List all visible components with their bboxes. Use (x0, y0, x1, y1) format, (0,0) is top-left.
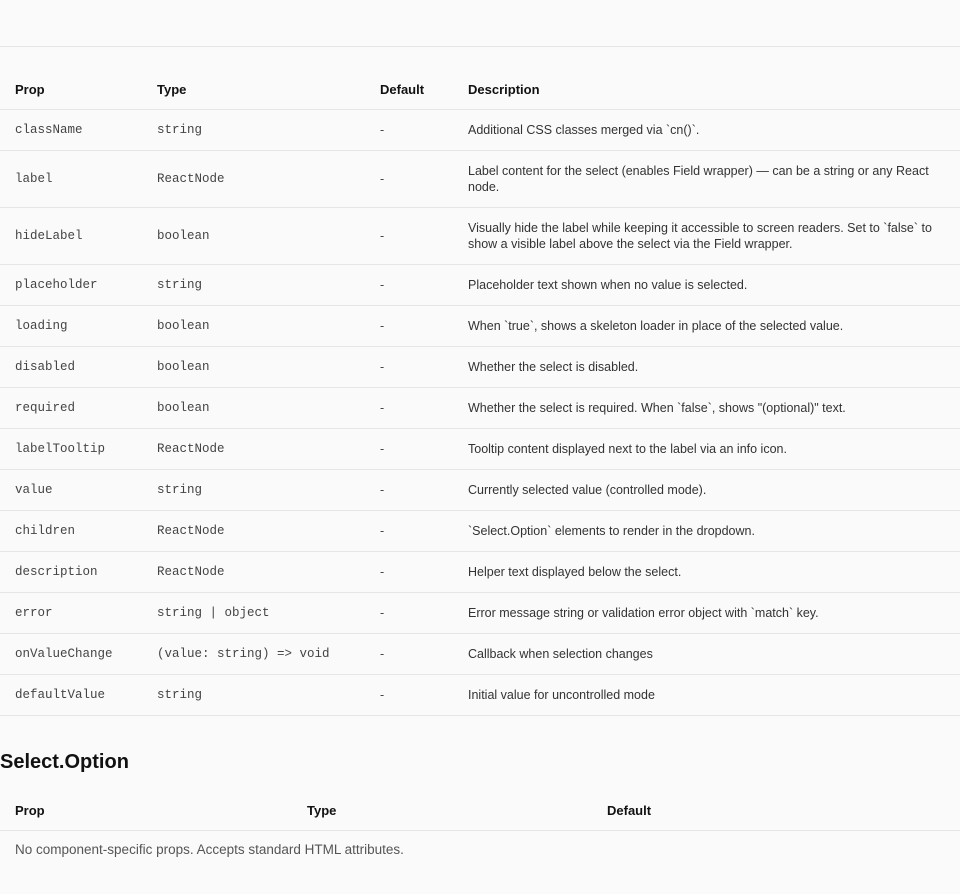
section-title-select-option: Select.Option (0, 751, 129, 773)
prop-description: Label content for the select (enables Field wrapper) — can be a string or any React node. (453, 151, 960, 208)
prop-name: onValueChange (0, 634, 142, 675)
table-row (0, 388, 960, 429)
table-row (0, 634, 960, 675)
prop-description: Visually hide the label while keeping it accessible to screen readers. Set to `false` to show a visible label above the select via the Field wrapper. (453, 208, 960, 265)
prop-description: Helper text displayed below the select. (453, 552, 960, 593)
prop-default: - (365, 429, 453, 470)
prop-name: label (0, 151, 142, 208)
prop-default: - (365, 110, 453, 151)
prop-type: ReactNode (142, 552, 365, 593)
header-default: Default (380, 81, 425, 97)
prop-default: - (365, 511, 453, 552)
prop-description: Error message string or validation error object with `match` key. (453, 593, 960, 634)
header-prop: Prop (15, 802, 45, 818)
top-bar (0, 0, 960, 47)
table-row (0, 208, 960, 265)
prop-name: required (0, 388, 142, 429)
prop-default: - (365, 265, 453, 306)
option-props-table (0, 790, 960, 869)
prop-name: placeholder (0, 265, 142, 306)
prop-default: - (365, 151, 453, 208)
table-row (0, 151, 960, 208)
prop-default: - (365, 347, 453, 388)
empty-message: No component-specific props. Accepts standard HTML attributes. (0, 831, 960, 870)
prop-type: ReactNode (142, 429, 365, 470)
prop-default: - (365, 208, 453, 265)
prop-type: string (142, 675, 365, 716)
prop-type: ReactNode (142, 511, 365, 552)
prop-type: boolean (142, 347, 365, 388)
prop-description: Whether the select is disabled. (453, 347, 960, 388)
header-type: Type (307, 802, 337, 818)
table-row (0, 265, 960, 306)
prop-name: disabled (0, 347, 142, 388)
prop-description: Callback when selection changes (453, 634, 960, 675)
prop-name: description (0, 552, 142, 593)
prop-type: boolean (142, 208, 365, 265)
prop-type: boolean (142, 388, 365, 429)
prop-description: `Select.Option` elements to render in the dropdown. (453, 511, 960, 552)
prop-default: - (365, 470, 453, 511)
prop-default: - (365, 634, 453, 675)
props-table (0, 69, 960, 716)
prop-name: className (0, 110, 142, 151)
prop-default: - (365, 675, 453, 716)
prop-default: - (365, 306, 453, 347)
prop-type: string | object (142, 593, 365, 634)
table-row (0, 552, 960, 593)
prop-type: string (142, 470, 365, 511)
prop-default: - (365, 593, 453, 634)
header-prop: Prop (15, 81, 45, 97)
prop-name: children (0, 511, 142, 552)
prop-description: Currently selected value (controlled mode). (453, 470, 960, 511)
prop-default: - (365, 552, 453, 593)
table-header-row (0, 69, 960, 110)
header-description: Description (468, 81, 540, 97)
table-row (0, 675, 960, 716)
prop-name: labelTooltip (0, 429, 142, 470)
prop-description: Additional CSS classes merged via `cn()`. (453, 110, 960, 151)
prop-name: loading (0, 306, 142, 347)
prop-type: (value: string) => void (142, 634, 365, 675)
prop-type: string (142, 110, 365, 151)
prop-description: When `true`, shows a skeleton loader in place of the selected value. (453, 306, 960, 347)
prop-description: Tooltip content displayed next to the label via an info icon. (453, 429, 960, 470)
prop-description: Placeholder text shown when no value is selected. (453, 265, 960, 306)
prop-name: value (0, 470, 142, 511)
table-row (0, 593, 960, 634)
prop-type: ReactNode (142, 151, 365, 208)
header-type: Type (157, 81, 187, 97)
table-row (0, 306, 960, 347)
table-header-row (0, 790, 960, 831)
table-row (0, 429, 960, 470)
table-row (0, 110, 960, 151)
prop-description: Initial value for uncontrolled mode (453, 675, 960, 716)
empty-row (0, 831, 960, 870)
prop-default: - (365, 388, 453, 429)
table-row (0, 347, 960, 388)
prop-type: string (142, 265, 365, 306)
prop-type: boolean (142, 306, 365, 347)
prop-description: Whether the select is required. When `false`, shows "(optional)" text. (453, 388, 960, 429)
prop-name: defaultValue (0, 675, 142, 716)
prop-name: hideLabel (0, 208, 142, 265)
table-row (0, 470, 960, 511)
table-row (0, 511, 960, 552)
prop-name: error (0, 593, 142, 634)
header-default: Default (607, 802, 652, 818)
